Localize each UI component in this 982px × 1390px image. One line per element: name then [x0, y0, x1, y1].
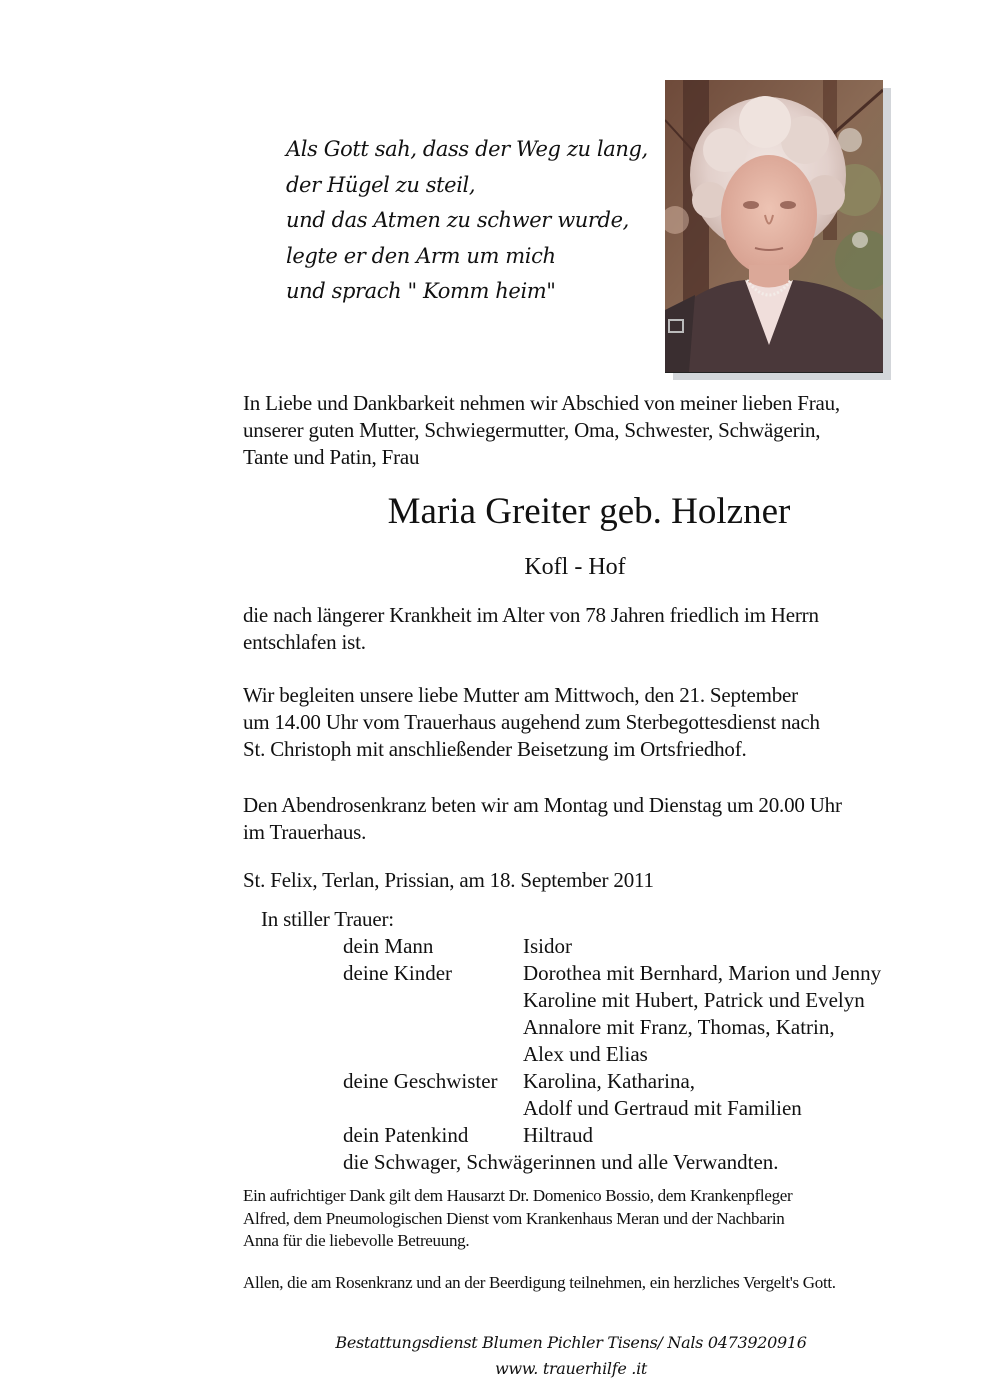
- poem-line: der Hügel zu steil,: [286, 172, 476, 197]
- intro-line: Tante und Patin, Frau: [243, 445, 420, 469]
- portrait-photo: [665, 80, 883, 373]
- mourner-names: Karoline mit Hubert, Patrick und Evelyn: [523, 988, 865, 1012]
- funeral-info: [243, 682, 820, 763]
- mourner-names: Dorothea mit Bernhard, Marion und Jenny: [523, 961, 882, 985]
- thanks-line: Alfred, dem Pneumologischen Dienst vom Krankenhaus Meran und der Nachbarin: [243, 1208, 785, 1228]
- poem-line: legte er den Arm um mich: [286, 243, 556, 268]
- mourner-role: dein Patenkind: [343, 1123, 469, 1147]
- poem-line: Als Gott sah, dass der Weg zu lang,: [286, 137, 648, 161]
- mourner-names: Hiltraud: [523, 1123, 593, 1147]
- mourner-role: dein Mann: [343, 934, 434, 958]
- memorial-poem: [286, 132, 648, 310]
- intro-line: unserer guten Mutter, Schwiegermutter, Oma, Schwester, Schwägerin,: [243, 418, 821, 442]
- funeral-line: St. Christoph mit anschließender Beisetzung im Ortsfriedhof.: [243, 737, 747, 761]
- funeral-service-footer: [0, 1330, 982, 1382]
- mourner-names: Adolf und Gertraud mit Familien: [523, 1096, 802, 1120]
- funeral-line: um 14.00 Uhr vom Trauerhaus augehend zum Sterbegottesdienst nach: [243, 710, 820, 734]
- mourner-role: deine Kinder: [343, 961, 453, 985]
- farm-name-block: [0, 552, 982, 582]
- deceased-name-block: [0, 490, 982, 534]
- face: [721, 155, 817, 275]
- poem-line: und das Atmen zu schwer wurde,: [286, 208, 629, 232]
- mourner-names: Annalore mit Franz, Thomas, Katrin,: [523, 1015, 835, 1039]
- deceased-name: Maria Greiter geb. Holzner: [387, 491, 791, 532]
- portrait-illustration: [665, 80, 883, 372]
- thanks-text: [243, 1185, 792, 1253]
- mourner-names: Isidor: [523, 934, 572, 958]
- thanks-line: Ein aufrichtiger Dank gilt dem Hausarzt Dr. Domenico Bossio, dem Krankenpfleger: [243, 1186, 793, 1205]
- intro-line: In Liebe und Dankbarkeit nehmen wir Abschied von meiner lieben Frau,: [243, 391, 840, 415]
- farm-name: Kofl - Hof: [524, 554, 626, 580]
- rosary-line: im Trauerhaus.: [243, 820, 367, 844]
- mourner-names: Alex und Elias: [523, 1042, 648, 1066]
- funeral-service-website[interactable]: www. trauerhilfe .it: [494, 1359, 648, 1378]
- rosary-line: Den Abendrosenkranz beten wir am Montag und Dienstag um 20.00 Uhr: [243, 793, 842, 817]
- death-notice-line: die nach längerer Krankheit im Alter von 78 Jahren friedlich im Herrn: [243, 603, 819, 627]
- thanks-line: Anna für die liebevolle Betreuung.: [243, 1231, 470, 1250]
- poem-line: und sprach " Komm heim": [286, 279, 556, 303]
- death-notice: [243, 602, 819, 656]
- mourner-role: deine Geschwister: [343, 1069, 498, 1093]
- vergelts-gott-text: Allen, die am Rosenkranz und an der Beerdigung teilnehmen, ein herzliches Vergelt's Gott.: [243, 1273, 836, 1292]
- funeral-service-name: Bestattungsdienst Blumen Pichler Tisens/ Nals 0473920916: [335, 1333, 807, 1352]
- mourners-heading: In stiller Trauer:: [261, 907, 394, 931]
- rosary-info: [243, 792, 842, 846]
- place-and-date: St. Felix, Terlan, Prissian, am 18. September 2011: [243, 868, 654, 892]
- intro-text: [243, 390, 840, 471]
- mourners-closing-text: die Schwager, Schwägerinnen und alle Verwandten.: [343, 1150, 779, 1174]
- death-notice-line: entschlafen ist.: [243, 630, 366, 654]
- funeral-line: Wir begleiten unsere liebe Mutter am Mittwoch, den 21. September: [243, 683, 798, 707]
- mourner-names: Karolina, Katharina,: [523, 1069, 696, 1093]
